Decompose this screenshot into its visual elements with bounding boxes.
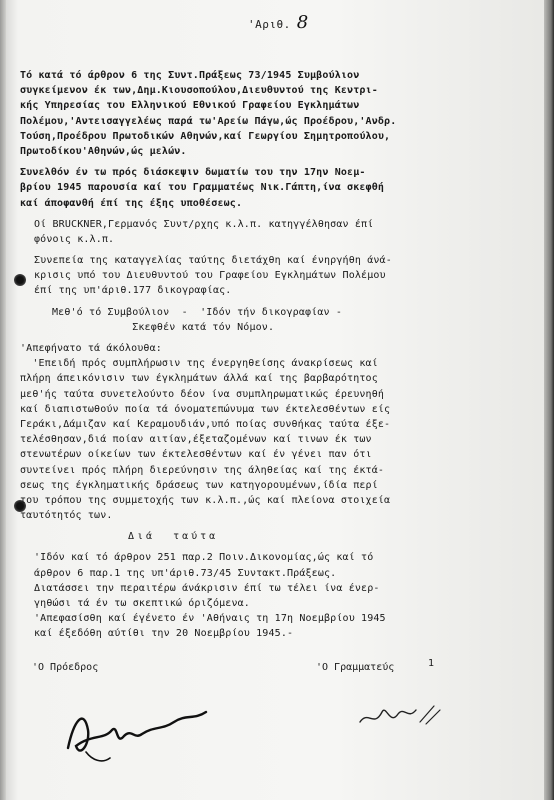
paragraph	[20, 165, 534, 211]
president-label: 'Ο Πρόεδρος	[32, 662, 99, 673]
page-edge-left	[0, 0, 6, 800]
text-line: μεθ'ής ταύτα συνετελούντο δέον ίνα συμπληρωματικώς έρευνηθή	[20, 388, 385, 400]
text-line: σεως της έγκληματικής δράσεως των κατηγορουμένων,ίδία περί	[20, 479, 378, 491]
text-line: καί άποφανθή έπί της έξης υποθέσεως.	[20, 197, 243, 209]
paragraph	[20, 305, 534, 335]
text-line: 'Απεφήνατο τά άκόλουθα:	[20, 343, 162, 354]
text-line: Συνεπεία της καταγγελίας ταύτης διετάχθη καί ένηργήθη άνά-	[34, 255, 392, 267]
text-line: καί διαπιστωθούν ποία τά όνοματεπώνυμα των έκτελεσθέντων είς	[20, 403, 391, 415]
text-line: στενωτέρων οίκείων των έκτελεσθέντων καί έν γένει παν ότι	[20, 449, 372, 461]
text-line: 'Ιδόν καί τό άρθρον 251 παρ.2 Ποιν.Δικονομίας,ώς καί τό	[34, 552, 374, 564]
text-line: Τό κατά τό άρθρον 6 της Συντ.Πράξεως 73/1945 Συμβούλιον	[20, 70, 360, 81]
text-line: βρίου 1945 παρουσία καί του Γραμματέως Νικ.Γάπτη,ίνα σκεφθή	[20, 182, 385, 194]
text-line: Οί BRUCKNER,Γερμανός Συντ/ρχης κ.λ.π. κατηγγέλθησαν έπί	[34, 218, 374, 230]
document-body	[20, 68, 534, 642]
paragraph	[20, 529, 534, 544]
text-line: 'Επειδή πρός συμπλήρωσιν της ένεργηθείσης άνακρίσεως καί	[20, 358, 378, 370]
paragraph	[20, 253, 534, 299]
document-number-value: 8	[296, 12, 309, 33]
text-line: κρισις υπό του Διευθυντού του Γραφείου Εγκλημάτων Πολέμου	[34, 270, 386, 282]
text-line: ταυτότητός των.	[20, 510, 113, 522]
paragraph	[20, 68, 534, 159]
president-signature-icon	[62, 700, 212, 770]
text-line: κής Υπηρεσίας του Ελληνικού Εθνικού Γραφείου Εγκλημάτων	[20, 100, 360, 112]
secretary-mark: 1	[428, 658, 435, 669]
text-line: Διά ταύτα	[128, 531, 219, 543]
page-edge-right	[544, 0, 554, 800]
secretary-label: 'Ο Γραμματεύς	[316, 662, 395, 673]
text-line: Συνελθόν έν τω πρός διάσκεψιν δωματίω του την 17ην Νοεμ-	[20, 167, 366, 179]
text-line: καί έξεδόθη αύτίθι την 20 Νοεμβρίου 1945.-	[34, 628, 294, 640]
text-line: 'Απεφασίσθη καί έγένετο έν 'Αθήναις τη 17η Νοεμβρίου 1945	[34, 613, 386, 625]
paragraph	[20, 550, 534, 641]
text-line: πλήρη άπεικόνισιν των έγκλημάτων άλλά καί της βαρβαρότητος	[20, 373, 378, 385]
text-line: τελέσθησαν,διά ποίαν αιτίαν,έξεταζομένων καί τινων έκ των	[20, 434, 372, 446]
paragraph	[20, 341, 534, 523]
text-line: Μεθ'ό τό Συμβούλιον - 'Ιδόν τήν δικογραφίαν -	[52, 306, 343, 318]
text-line: Διατάσσει την περαιτέρω άνάκρισιν έπί τω τέλει ίνα ένερ-	[34, 582, 380, 594]
text-line: Γεράκι,Δάμιζαν καί Κεραμουδιάν,υπό ποίας συνθήκας ταύτα έξε-	[20, 418, 391, 430]
text-line: Πρωτοδίκου'Αθηνών,ώς μελών.	[20, 145, 187, 157]
text-line: έπί της υπ'άριθ.177 δικογραφίας.	[34, 285, 232, 297]
secretary-signature-icon	[356, 692, 456, 742]
text-line: συγκείμενον έκ των,Δημ.Κιουσοπούλου,Διευθυντού της Κεντρι-	[20, 85, 378, 97]
text-line: γηθώσι τά έν τω σκεπτικώ όριζόμενα.	[34, 598, 250, 609]
text-line: άρθρον 6 παρ.1 της υπ'άριθ.73/45 Συντακτ.Πράξεως.	[34, 567, 337, 579]
text-line: φόνοις κ.λ.π.	[34, 233, 115, 245]
text-line: του τρόπου της συμμετοχής των κ.λ.π.,ώς καί πλείονα στοιχεία	[20, 494, 391, 506]
signature-row	[20, 658, 534, 682]
paragraph	[20, 217, 534, 247]
document-number-prefix: 'Αριθ.	[248, 18, 291, 31]
text-line: Πολέμου,'Αντεισαγγελέως παρά τω'Αρείω Πάγω,ώς Προέδρου,'Ανδρ.	[20, 115, 397, 127]
text-line: συντείνει πρός πλήρη διερεύνησιν της άληθείας καί της έκτά-	[20, 464, 385, 476]
text-line: Τούση,Προέδρου Πρωτοδικών Αθηνών,καί Γεωργίου Σημητροπούλου,	[20, 130, 391, 142]
document-number	[248, 12, 309, 33]
text-line: Σκεφθέν κατά τόν Νόμον.	[52, 321, 275, 333]
